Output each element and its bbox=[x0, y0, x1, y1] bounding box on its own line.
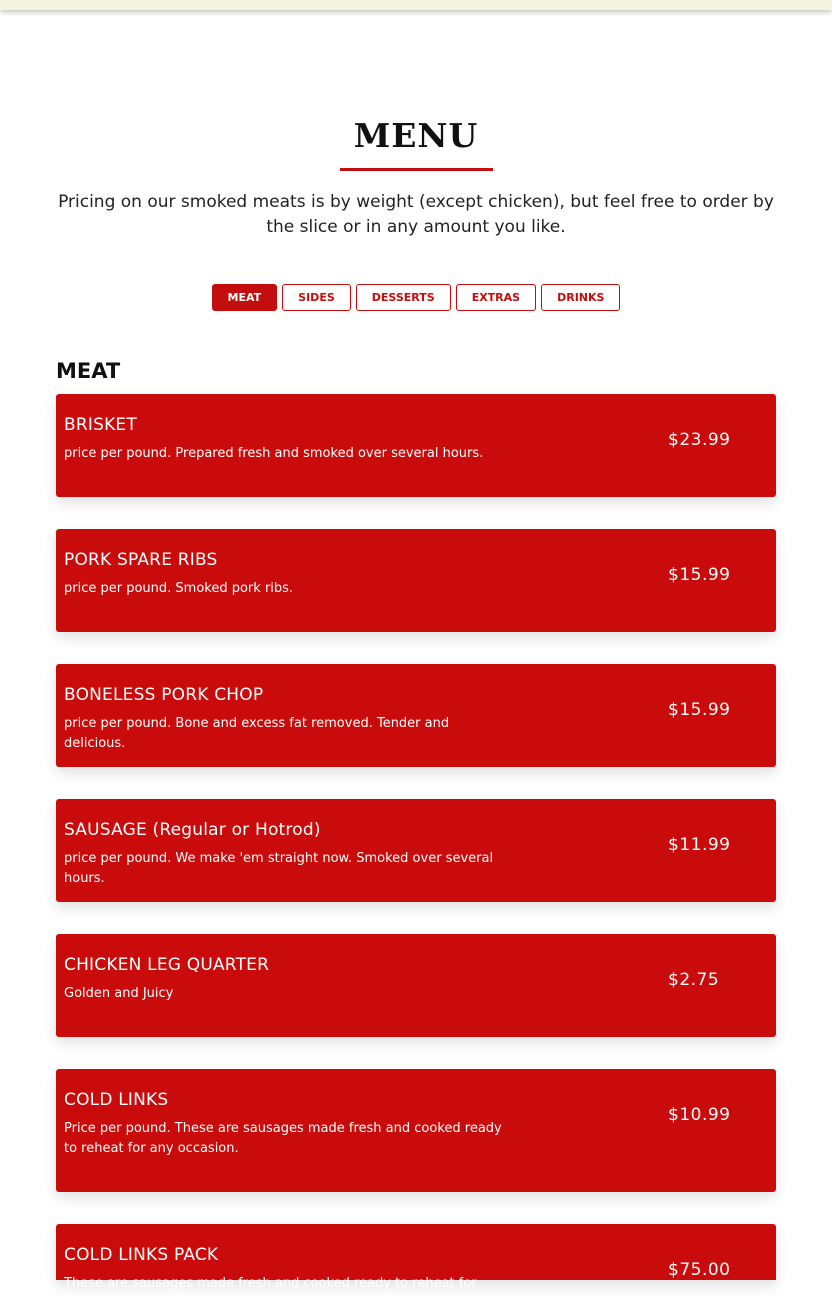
menu-item-name: COLD LINKS bbox=[64, 1090, 169, 1110]
menu-item-card bbox=[56, 529, 776, 632]
menu-item-name: SAUSAGE (Regular or Hotrod) bbox=[64, 820, 321, 840]
menu-item-description: price per pound. Smoked pork ribs. bbox=[64, 581, 294, 596]
menu-item-description: price per pound. We make 'em straight now. Smoked over several hours. bbox=[64, 851, 494, 886]
menu-item-description: price per pound. Prepared fresh and smoked over several hours. bbox=[64, 446, 484, 461]
menu-item-name: BONELESS PORK CHOP bbox=[64, 685, 264, 705]
menu-item-price: $23.99 bbox=[668, 430, 731, 450]
menu-item-price: $15.99 bbox=[668, 565, 731, 585]
intro-text: Pricing on our smoked meats is by weight (except chicken), but feel free to order by the slice or in any amount you like. bbox=[58, 192, 774, 237]
menu-item-card bbox=[56, 799, 776, 902]
menu-item-name: PORK SPARE RIBS bbox=[64, 550, 218, 570]
menu-item-card bbox=[56, 394, 776, 497]
section-heading: MEAT bbox=[56, 359, 121, 383]
menu-item-name: BRISKET bbox=[64, 415, 137, 435]
menu-item-description: Price per pound. These are sausages made fresh and cooked ready to reheat for any occasion. bbox=[64, 1121, 502, 1156]
menu-item-card bbox=[56, 1069, 776, 1192]
menu-item-description: Golden and Juicy bbox=[64, 986, 174, 1001]
menu-item-name: COLD LINKS PACK bbox=[64, 1245, 219, 1265]
menu-item-description: These are sausages made fresh and cooked ready to reheat for any bbox=[64, 1276, 477, 1311]
menu-item-card bbox=[56, 1224, 776, 1311]
menu-item-price: $10.99 bbox=[668, 1105, 731, 1125]
menu-item-card bbox=[56, 664, 776, 767]
title-underline bbox=[340, 168, 493, 171]
tab-desserts[interactable]: DESSERTS bbox=[356, 284, 451, 311]
tab-meat[interactable]: MEAT bbox=[212, 284, 278, 311]
menu-item-price: $2.75 bbox=[668, 970, 720, 990]
category-tabs bbox=[0, 284, 832, 311]
menu-item-price: $75.00 bbox=[668, 1260, 731, 1280]
menu-item-price: $11.99 bbox=[668, 835, 731, 855]
top-bar bbox=[0, 0, 832, 10]
tab-extras[interactable]: EXTRAS bbox=[456, 284, 536, 311]
menu-item-description: price per pound. Bone and excess fat removed. Tender and delicious. bbox=[64, 716, 450, 751]
page-title: MENU bbox=[353, 116, 479, 155]
menu-item-card bbox=[56, 934, 776, 1037]
tab-drinks[interactable]: DRINKS bbox=[541, 284, 620, 311]
menu-item-name: CHICKEN LEG QUARTER bbox=[64, 955, 270, 975]
menu-item-price: $15.99 bbox=[668, 700, 731, 720]
tab-sides[interactable]: SIDES bbox=[282, 284, 351, 311]
